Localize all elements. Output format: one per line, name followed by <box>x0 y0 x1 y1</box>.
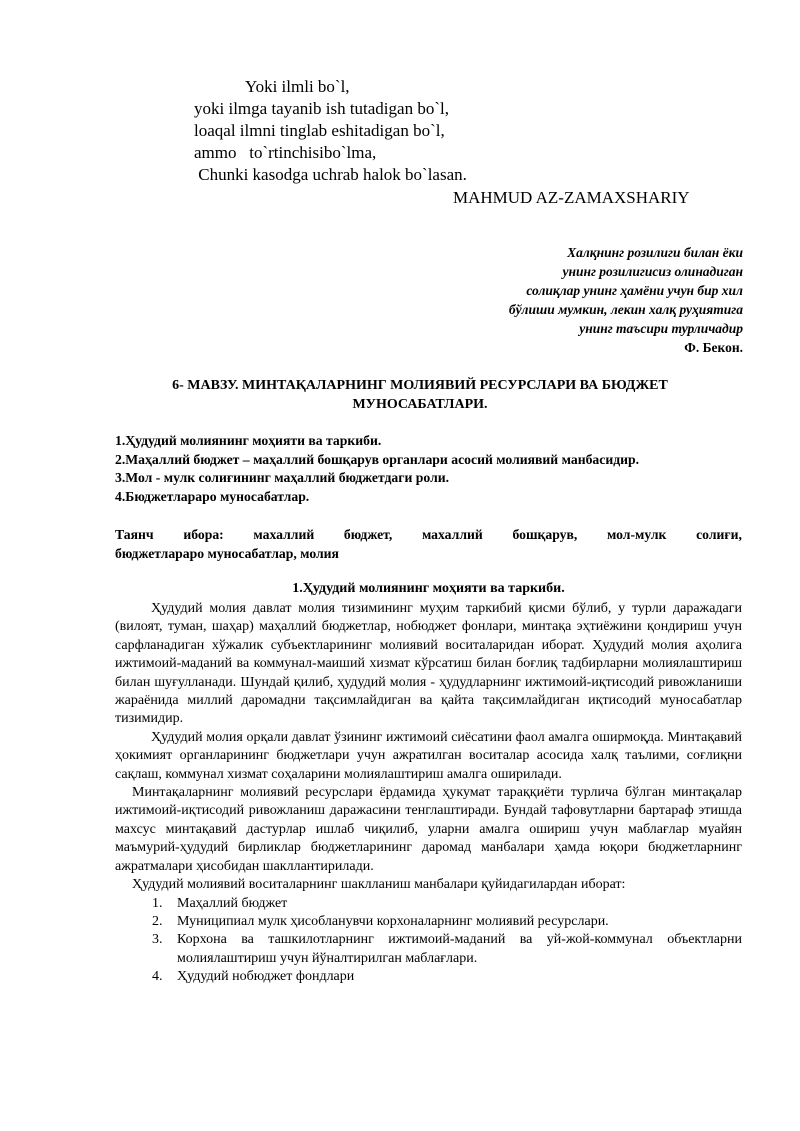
topic-title-line: МУНОСАБАТЛАРИ. <box>352 397 488 412</box>
list-text: Муниципиал мулк ҳисобланувчи корхоналарнинг молиявий ресурслари. <box>177 913 609 929</box>
list-item <box>115 895 742 913</box>
list-item <box>115 913 742 931</box>
quote-line: солиқлар унинг ҳамёни учун бир хил <box>526 283 743 298</box>
key-term-word: ибора: <box>183 527 224 542</box>
paragraph: Ҳудудий молиявий воситаларнинг шаклланиш манбалари қуйидагилардан иборат: <box>132 877 626 893</box>
poem-line: Chunki kasodga uchrab halok bo`lasan. <box>194 165 467 184</box>
list-text: Корхона ва ташкилотларнинг ижтимоий-маданий ва уй-жой-коммунал объектларни молиялаштириш учун йўналтирилган маблағлари. <box>177 932 742 966</box>
list-number: 3. <box>152 932 163 948</box>
key-term-word: солиғи, <box>696 527 742 542</box>
quote-line: унинг розилигисиз олинадиган <box>562 264 743 279</box>
key-term-word: махаллий <box>421 527 483 542</box>
section-body <box>115 600 742 987</box>
list-text: Ҳудудий нобюджет фондлари <box>177 969 355 985</box>
list-text: Маҳаллий бюджет <box>177 895 288 911</box>
paragraph: Ҳудудий молия давлат молия тизимининг муҳим таркибий қисми бўлиб, у турли даражадаги (вилоят, туман, шаҳар) маҳаллий бюджетлар, нобюджет фонлари, минтақа эҳтиёжини қондириш учун сарфланадиган хўжалик субъектларининг молиявий воситаларидан иборат. Ҳудудий молия аҳолига ижтимоий-маданий ва коммунал-маиший хизмат кўрсатиш билан боғлиқ тадбирларни молиялаштириш билан шуғулланади. Шундай қилиб, ҳудудий молия - ҳудудларнинг ижтимоий-иқтисодий ривожланиши жараёнида миллий даромадни тақсимлайдиган ва қайта тақсимлайдиган иқтисодий муносабатлар тизимидир. <box>115 601 742 727</box>
list-number: 2. <box>152 913 163 929</box>
sources-list <box>115 895 742 987</box>
quote-epigraph <box>509 243 743 357</box>
key-term-word: бошқарув, <box>512 527 578 542</box>
quote-line: Халқнинг розилиги билан ёки <box>567 245 743 260</box>
outline-item: 2.Маҳаллий бюджет – маҳаллий бошқарув органлари асосий молиявий манбасидир. <box>115 451 640 467</box>
key-term-word: мол-мулк <box>606 527 667 542</box>
topic-title <box>60 376 780 414</box>
paragraph: Минтақаларнинг молиявий ресурслари ёрдамида ҳукумат тараққиёти турлича бўлган минтақалар ижтимоий-иқтисодий ривожланиш даражасини тенглаштиради. Бундай тафовутларни бартараф этишда махсус минтақавий дастурлар ишлаб чиқилиб, уларни амалга ошириш учун маблағлар муайян маъмурий-ҳудудий бирликлар бюджетларининг даромад манбалари ҳамда юқори бюджетларнинг ажратмалари ҳисобидан шакллантирилади. <box>115 785 742 874</box>
paragraph: Ҳудудий молия орқали давлат ўзининг ижтимоий сиёсатини фаол амалга оширмоқда. Минтақавий ҳокимият органларининг бюджетлари учун ажратилган воситалар асосида халқ таълими, соғлиқни сақлаш, коммунал хизмат соҳаларини молиялаштириш амалга оширилади. <box>115 729 742 782</box>
key-term-word: бюджет, <box>343 527 393 542</box>
list-item <box>115 968 742 986</box>
key-terms-line: бюджетлараро муносабатлар, молия <box>115 545 339 561</box>
topic-title-line: 6- МАВЗУ. МИНТАҚАЛАРНИНГ МОЛИЯВИЙ РЕСУРСЛАРИ ВА БЮДЖЕТ <box>172 378 668 393</box>
quote-line: бўлиши мумкин, лекин халқ руҳиятига <box>508 302 743 317</box>
section-heading: 1.Ҳудудий молиянинг моҳияти ва таркиби. <box>292 581 565 596</box>
poem-author: MAHMUD AZ-ZAMAXSHARIY <box>453 188 690 207</box>
key-terms-line <box>115 526 742 545</box>
quote-signature: Ф. Бекон. <box>684 340 743 355</box>
poem-line: loaqal ilmni tinglab eshitadigan bo`l, <box>194 121 445 140</box>
topic-outline <box>115 432 639 506</box>
list-number: 1. <box>152 895 163 911</box>
key-term-word: Таянч <box>115 527 154 542</box>
outline-item: 4.Бюджетлараро муносабатлар. <box>115 488 310 504</box>
poem-line: yoki ilmga tayanib ish tutadigan bo`l, <box>194 99 449 118</box>
poem-line: ammo to`rtinchisibo`lma, <box>194 143 377 162</box>
list-number: 4. <box>152 969 163 985</box>
quote-line: унинг таъсири турличадир <box>579 321 743 336</box>
outline-item: 3.Мол - мулк солиғининг маҳаллий бюджетдаги роли. <box>115 470 450 485</box>
outline-item: 1.Ҳудудий молиянинг моҳияти ва таркиби. <box>115 433 382 448</box>
key-term-word: махаллий <box>253 527 315 542</box>
poem-line: Yoki ilmli bo`l, <box>245 77 350 96</box>
list-item <box>115 931 742 968</box>
key-terms <box>115 526 742 563</box>
